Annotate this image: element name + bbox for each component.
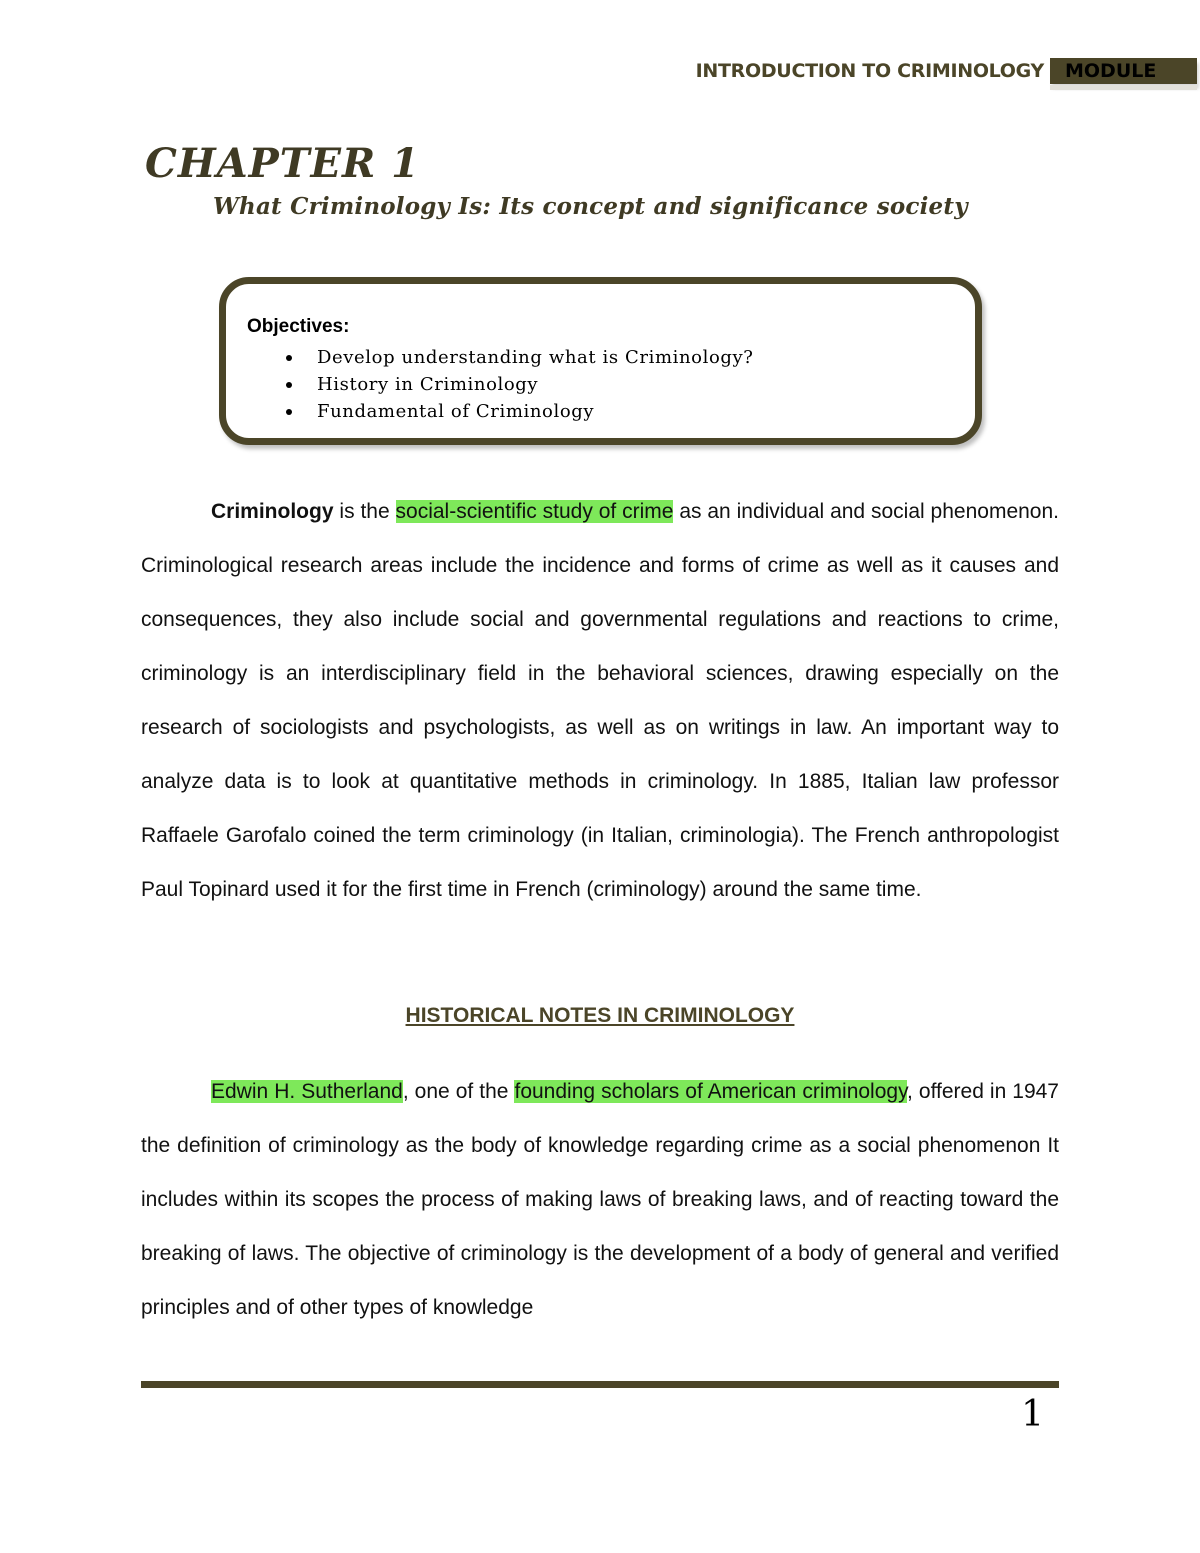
chapter-subtitle: What Criminology Is: Its concept and significance society [213, 193, 968, 220]
page-number: 1 [1021, 1394, 1044, 1435]
text-span: as an individual and social phenomenon. Criminological research areas include the incidence and forms of crime as well as it causes and consequences, they also include social and governmental regulations and reactions to crime, criminology is an interdisciplinary field in the behavioral sciences, drawing especially on the research of sociologists and psychologists, as well as on writings in law. An important way to analyze data is to look at quantitative methods in criminology. In 1885, Italian law professor Raffaele Garofalo coined the term criminology (in Italian, criminologia). The French anthropologist Paul Topinard used it for the first time in French (criminology) around the same time. [141, 500, 1059, 901]
definition-paragraph [141, 485, 1059, 917]
objective-item: Fundamental of Criminology [286, 398, 754, 425]
page-header [0, 58, 1200, 94]
section-heading: HISTORICAL NOTES IN CRIMINOLOGY [405, 1004, 795, 1027]
chapter-title: CHAPTER 1 [145, 140, 420, 187]
header-module-tag: MODULE [1050, 58, 1197, 84]
objectives-list [286, 344, 754, 425]
highlighted-phrase: social-scientific study of crime [395, 500, 674, 523]
text-span: , one of the [402, 1080, 515, 1103]
text-span: , offered in 1947 the definition of criminology as the body of knowledge regarding crime as a social phenomenon It includes within its scopes the process of making laws of breaking laws, and of reacting toward the breaking of laws. The objective of criminology is the development of a body of general and verified principles and of other types of knowledge [141, 1080, 1059, 1319]
history-paragraph [141, 1065, 1059, 1335]
header-tag-shadow [1050, 85, 1197, 90]
objectives-box [219, 277, 982, 445]
objective-item: Develop understanding what is Criminology? [286, 344, 754, 371]
highlighted-name: Edwin H. Sutherland [211, 1080, 403, 1103]
term-criminology: Criminology [211, 500, 334, 523]
header-title: INTRODUCTION TO CRIMINOLOGY [695, 60, 1044, 82]
objectives-title: Objectives: [247, 316, 350, 337]
objective-item: History in Criminology [286, 371, 754, 398]
text-span: is the [333, 500, 396, 523]
footer-rule [141, 1381, 1059, 1388]
highlighted-phrase: founding scholars of American criminology [514, 1080, 908, 1103]
